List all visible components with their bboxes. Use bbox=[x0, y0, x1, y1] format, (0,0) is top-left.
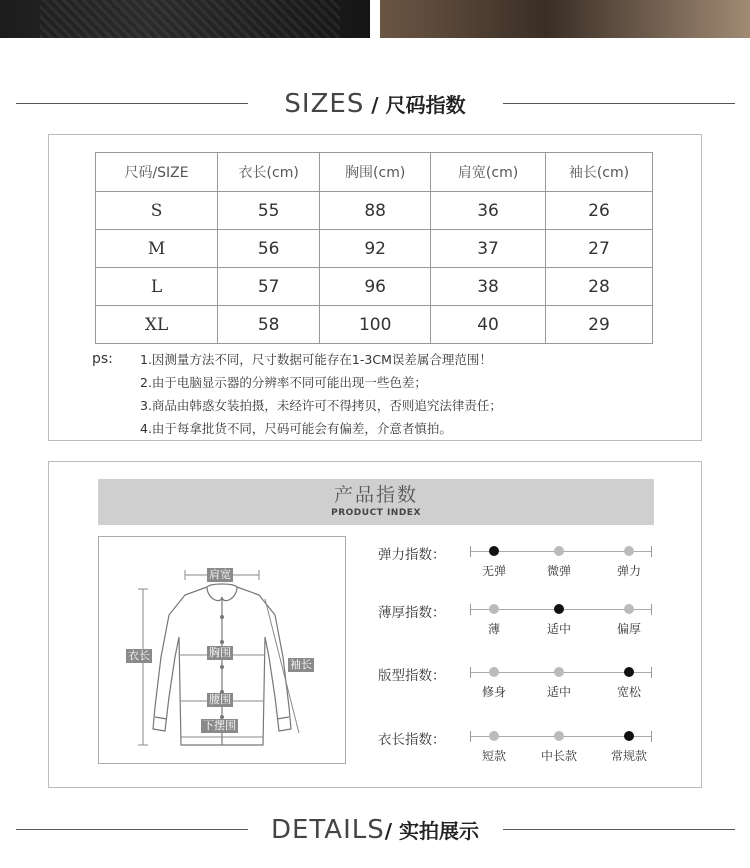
details-title-cn: 实拍展示 bbox=[399, 819, 480, 843]
scale-cap bbox=[651, 604, 652, 615]
scale-option: 宽松 bbox=[616, 685, 641, 699]
scale-dot bbox=[489, 731, 499, 741]
size-table bbox=[95, 152, 653, 344]
note-item: 3.商品由韩惑女装拍摄，未经许可不得拷贝，否则追究法律责任； bbox=[140, 398, 502, 413]
label-waist: 腰围 bbox=[209, 693, 231, 706]
table-cell: 96 bbox=[320, 268, 431, 306]
product-photo-right bbox=[380, 0, 750, 38]
scale-option: 中长款 bbox=[540, 749, 577, 763]
size-cell: M bbox=[96, 230, 218, 268]
details-section-header bbox=[0, 810, 750, 850]
table-cell: 37 bbox=[431, 230, 546, 268]
scale-dot bbox=[489, 604, 499, 614]
scale-dot-selected bbox=[624, 731, 634, 741]
scale-cap bbox=[651, 667, 652, 678]
scale-option: 修身 bbox=[481, 685, 506, 699]
label-sleeve: 袖长 bbox=[290, 658, 312, 671]
scale-dot bbox=[624, 604, 634, 614]
scale-option: 偏厚 bbox=[616, 622, 641, 636]
note-item: 4.由于每拿批货不同，尺码可能会有偏差，介意者慎拍。 bbox=[140, 421, 452, 436]
details-title-en: DETAILS bbox=[270, 815, 385, 845]
size-cell: XL bbox=[96, 306, 218, 344]
size-cell: L bbox=[96, 268, 218, 306]
scale-option: 薄 bbox=[487, 622, 500, 636]
scale-cap bbox=[651, 546, 652, 557]
garment-measurement-diagram bbox=[98, 536, 346, 764]
table-row bbox=[96, 268, 653, 306]
scale-track bbox=[470, 736, 652, 763]
scale-option: 无弹 bbox=[481, 564, 506, 578]
scale-cap bbox=[470, 546, 471, 557]
scale-option: 适中 bbox=[546, 685, 571, 699]
scale-dot bbox=[624, 546, 634, 556]
scale-label: 弹力指数： bbox=[378, 547, 446, 563]
scale-option: 常规款 bbox=[610, 749, 647, 763]
scale-option: 微弹 bbox=[546, 564, 571, 578]
scale-dot bbox=[554, 546, 564, 556]
product-photo-left bbox=[0, 0, 370, 38]
details-title-sep: / bbox=[384, 819, 400, 843]
scale-track bbox=[470, 672, 652, 699]
scale-label: 薄厚指数： bbox=[378, 605, 446, 621]
label-hem: 下摆围 bbox=[203, 719, 236, 732]
sizes-title-en: SIZES bbox=[284, 89, 365, 119]
scale-cap bbox=[651, 731, 652, 742]
scale-dot bbox=[489, 667, 499, 677]
scale-elasticity bbox=[378, 547, 668, 591]
table-cell: 27 bbox=[545, 230, 652, 268]
scale-length bbox=[378, 732, 668, 776]
table-cell: 57 bbox=[218, 268, 320, 306]
notes-label: ps: bbox=[92, 351, 113, 367]
scale-option: 适中 bbox=[546, 622, 571, 636]
size-table-header: 袖长(cm) bbox=[545, 153, 652, 192]
sizes-title-cn: 尺码指数 bbox=[385, 93, 466, 117]
scale-track bbox=[470, 609, 652, 636]
scale-fit bbox=[378, 668, 668, 712]
scale-dot bbox=[554, 667, 564, 677]
table-cell: 28 bbox=[545, 268, 652, 306]
size-table-header: 肩宽(cm) bbox=[431, 153, 546, 192]
table-cell: 58 bbox=[218, 306, 320, 344]
scale-dot-selected bbox=[489, 546, 499, 556]
sizes-title bbox=[0, 84, 750, 125]
scale-label: 衣长指数： bbox=[378, 732, 446, 748]
product-index-title: 产品指数 bbox=[333, 484, 418, 506]
scale-thickness bbox=[378, 605, 668, 649]
size-cell: S bbox=[96, 192, 218, 230]
size-table-header: 衣长(cm) bbox=[218, 153, 320, 192]
table-cell: 40 bbox=[431, 306, 546, 344]
table-row bbox=[96, 230, 653, 268]
table-cell: 38 bbox=[431, 268, 546, 306]
note-item: 2.由于电脑显示器的分辨率不同可能出现一些色差； bbox=[140, 375, 427, 390]
table-cell: 26 bbox=[545, 192, 652, 230]
scale-cap bbox=[470, 731, 471, 742]
scale-option: 短款 bbox=[481, 749, 506, 763]
scale-label: 版型指数： bbox=[378, 668, 446, 684]
sizes-section-header bbox=[0, 84, 750, 124]
label-chest: 胸围 bbox=[209, 646, 231, 659]
table-row bbox=[96, 306, 653, 344]
scale-dot bbox=[554, 731, 564, 741]
table-cell: 29 bbox=[545, 306, 652, 344]
product-index-subtitle: PRODUCT INDEX bbox=[331, 508, 421, 518]
details-title bbox=[0, 810, 750, 851]
product-index-header bbox=[98, 479, 654, 525]
label-length: 衣长 bbox=[128, 649, 150, 662]
table-row bbox=[96, 192, 653, 230]
table-cell: 92 bbox=[320, 230, 431, 268]
size-table-header: 尺码/SIZE bbox=[96, 153, 218, 192]
note-item: 1.因测量方法不同，尺寸数据可能存在1-3CM误差属合理范围！ bbox=[140, 352, 492, 367]
scale-dot-selected bbox=[624, 667, 634, 677]
sizes-title-sep: / bbox=[364, 93, 386, 117]
label-shoulder: 肩宽 bbox=[209, 568, 231, 581]
scale-dot-selected bbox=[554, 604, 564, 614]
size-table-header: 胸围(cm) bbox=[320, 153, 431, 192]
size-table-header-row bbox=[96, 153, 653, 192]
scale-cap bbox=[470, 604, 471, 615]
scale-track bbox=[470, 551, 652, 578]
scale-option: 弹力 bbox=[616, 564, 641, 578]
scale-cap bbox=[470, 667, 471, 678]
table-cell: 55 bbox=[218, 192, 320, 230]
table-cell: 56 bbox=[218, 230, 320, 268]
table-cell: 88 bbox=[320, 192, 431, 230]
table-cell: 36 bbox=[431, 192, 546, 230]
table-cell: 100 bbox=[320, 306, 431, 344]
